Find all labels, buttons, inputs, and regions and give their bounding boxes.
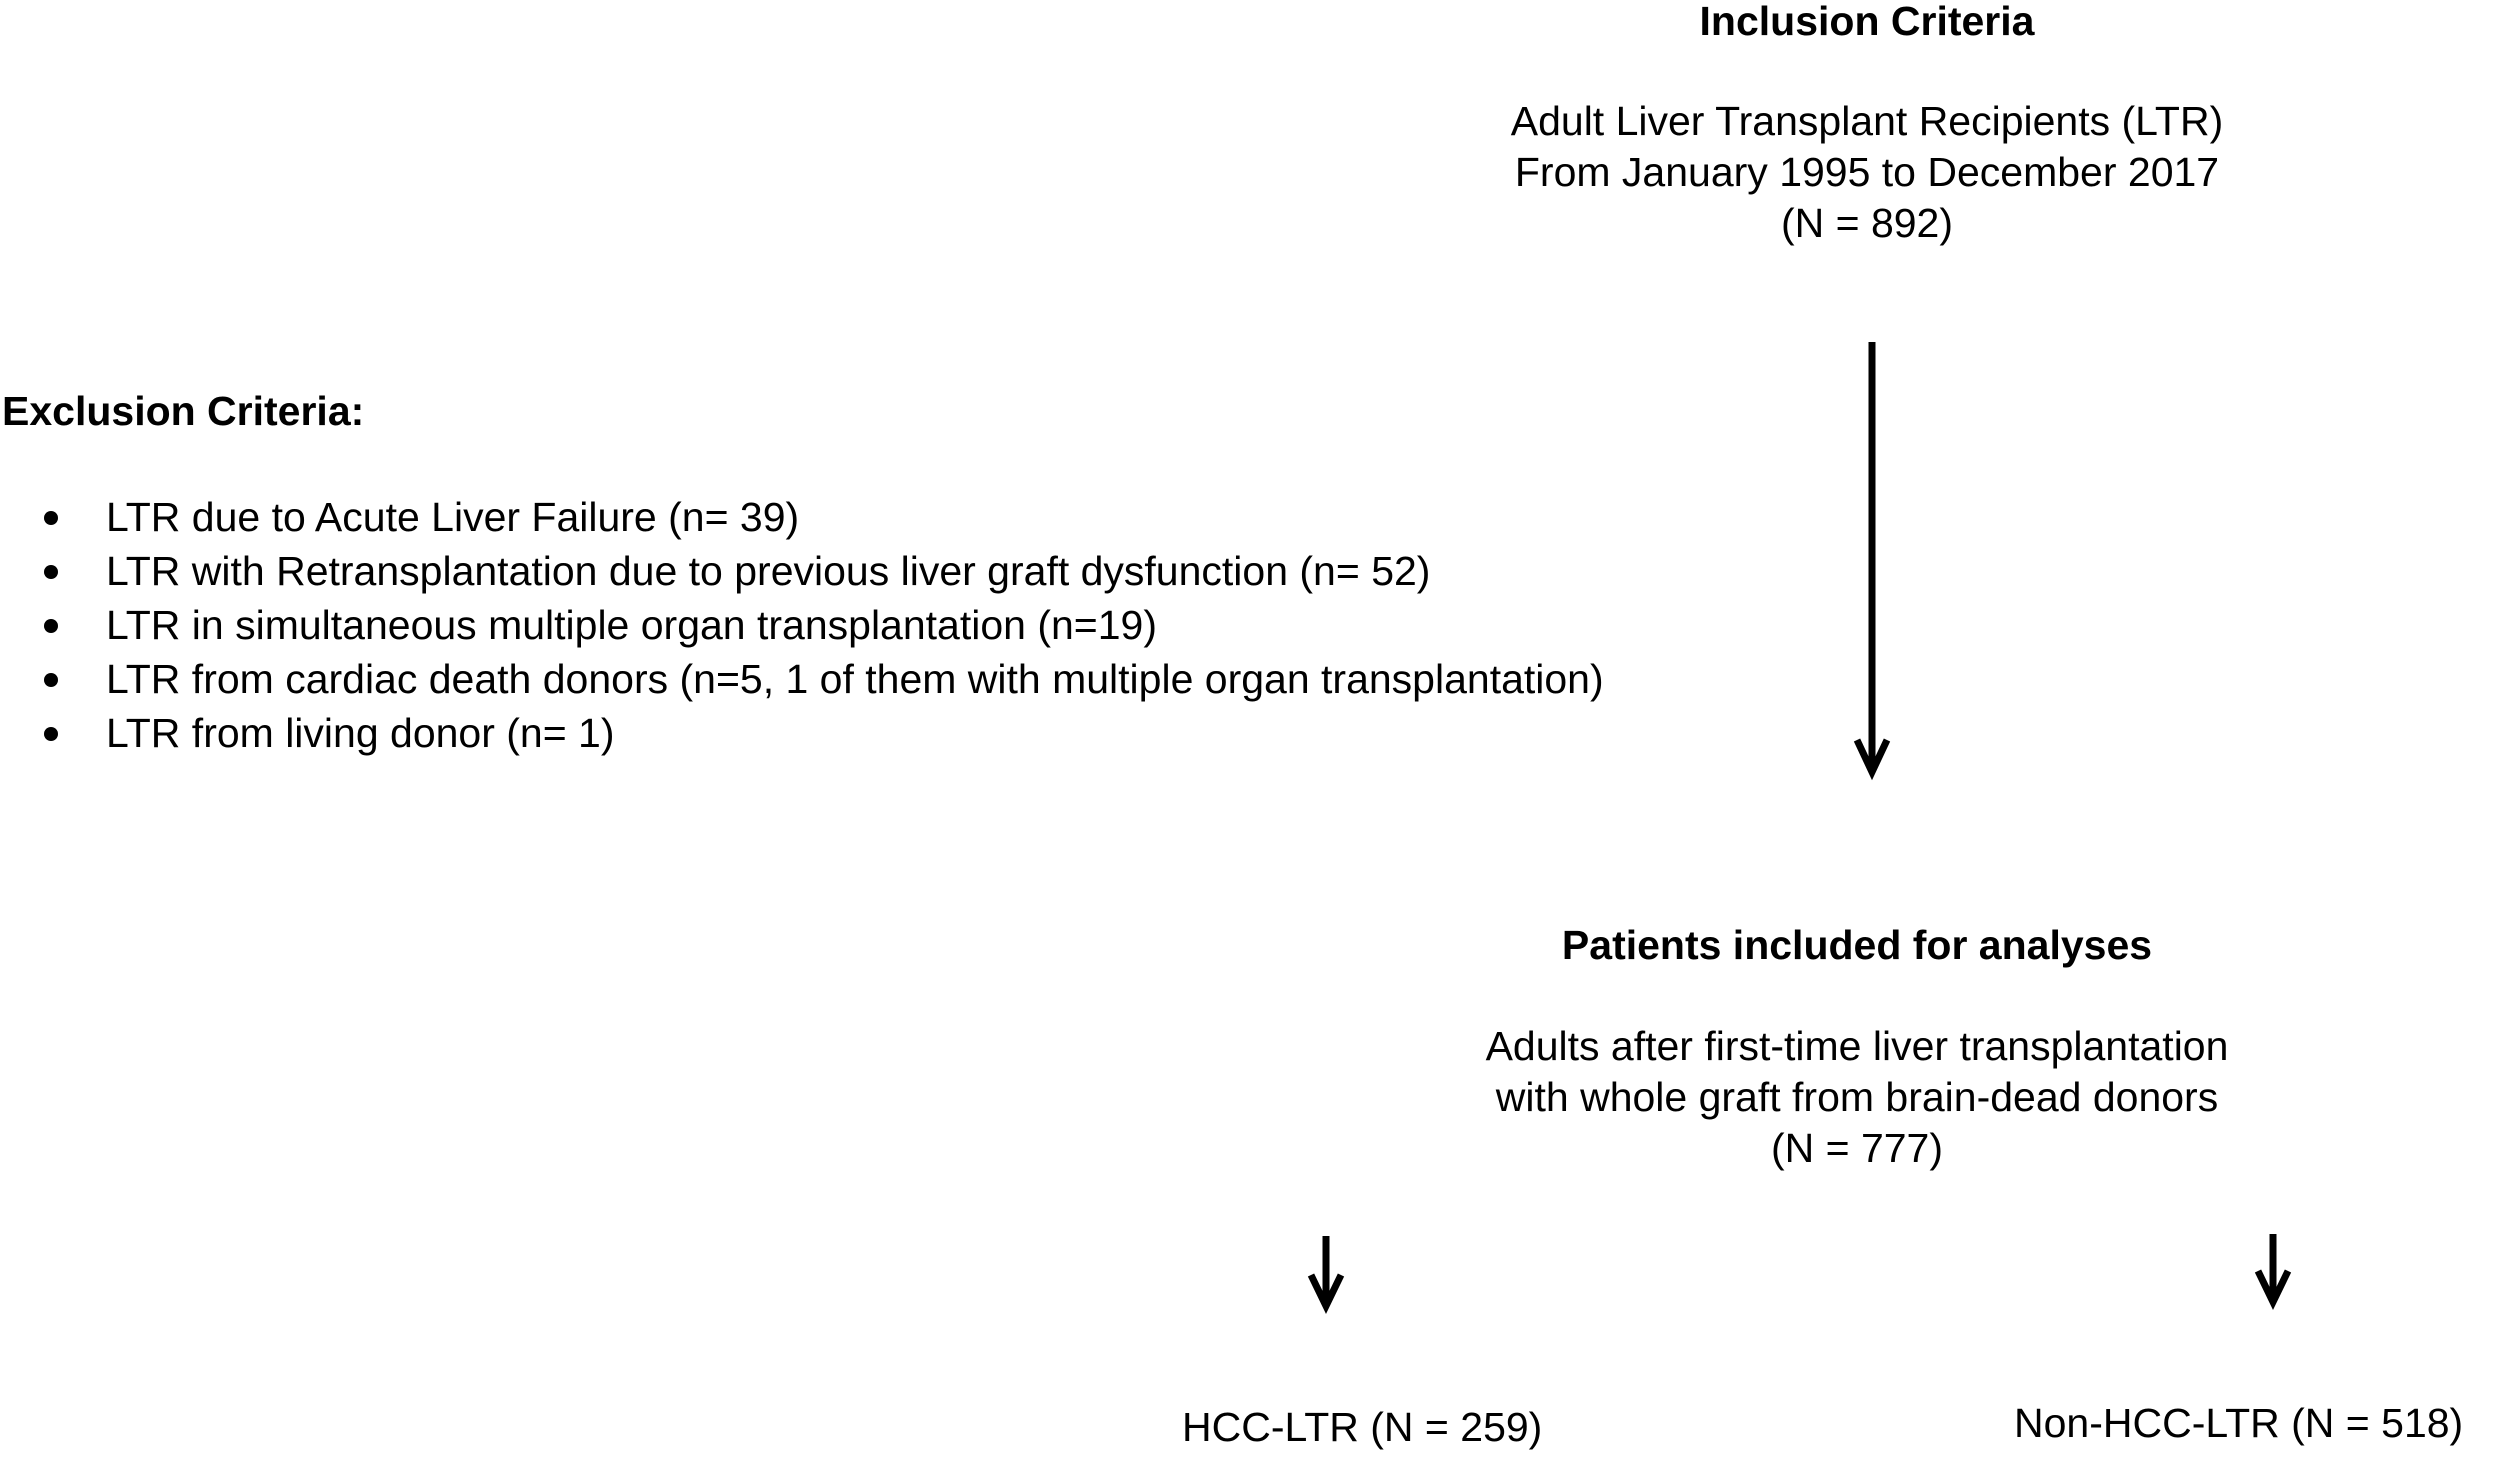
non-hcc-down-arrow-icon bbox=[2258, 1234, 2288, 1302]
exclusion-item-label: LTR with Retransplantation due to previous liver graft dysfunction (n= 52) bbox=[106, 548, 1431, 594]
included-count: (N = 777) bbox=[1770, 1125, 1944, 1171]
hcc-down-arrow-icon bbox=[1311, 1236, 1341, 1306]
inclusion-count: (N = 892) bbox=[1780, 200, 1954, 246]
included-patients-title: Patients included for analyses bbox=[1561, 922, 2153, 968]
inclusion-line-1: Adult Liver Transplant Recipients (LTR) bbox=[1510, 98, 2224, 144]
inclusion-criteria-title: Inclusion Criteria bbox=[1699, 0, 2035, 44]
inclusion-line-2: From January 1995 to December 2017 bbox=[1514, 149, 2220, 195]
included-line-2: with whole graft from brain-dead donors bbox=[1495, 1074, 2219, 1120]
exclusion-item-label: LTR in simultaneous multiple organ transplantation (n=19) bbox=[106, 602, 1158, 648]
exclusion-item-label: LTR from living donor (n= 1) bbox=[106, 710, 615, 756]
non-hcc-ltr-group: Non-HCC-LTR (N = 518) bbox=[2014, 1400, 2464, 1446]
exclusion-criteria-title: Exclusion Criteria: bbox=[2, 388, 365, 434]
exclusion-item-label: LTR due to Acute Liver Failure (n= 39) bbox=[106, 494, 800, 540]
hcc-ltr-group: HCC-LTR (N = 259) bbox=[1182, 1404, 1543, 1450]
included-line-1: Adults after first-time liver transplantation bbox=[1485, 1023, 2229, 1069]
exclusion-item-label: LTR from cardiac death donors (n=5, 1 of them with multiple organ transplantation) bbox=[106, 656, 1604, 702]
main-down-arrow-icon bbox=[1857, 342, 1887, 772]
